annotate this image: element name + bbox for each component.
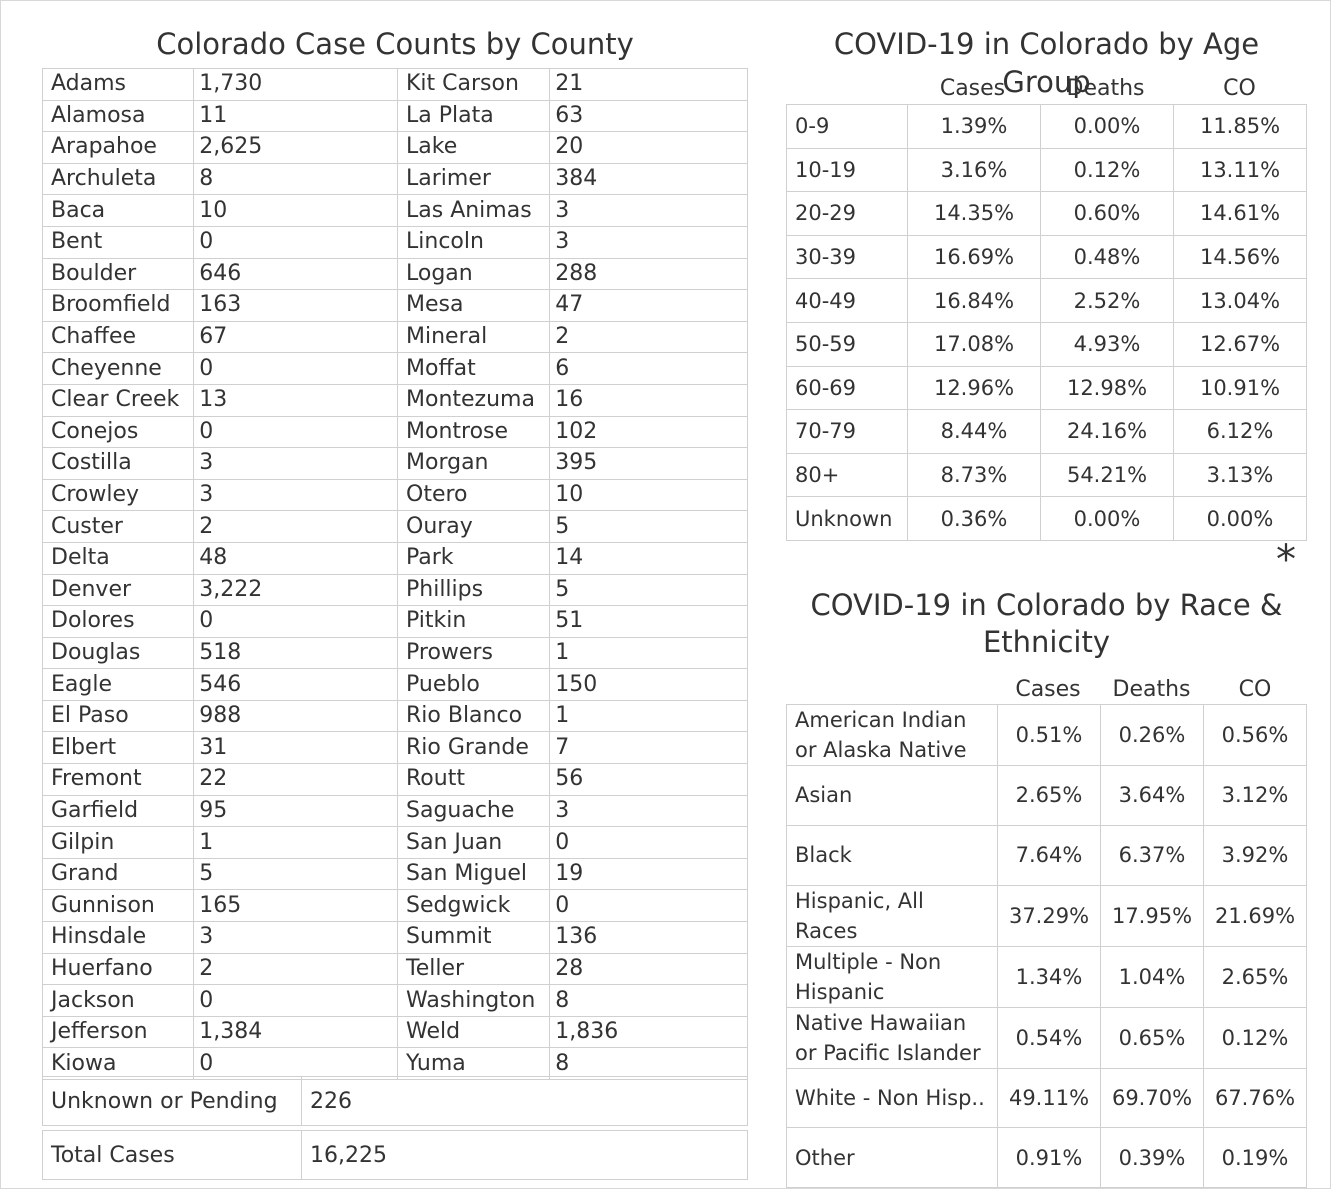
age-row: [787, 497, 1307, 541]
county-row: [43, 226, 748, 258]
county-count: 8: [194, 163, 398, 195]
age-cases-cell: 14.35%: [908, 192, 1041, 236]
county-count: 3: [550, 795, 748, 827]
race-label-line1: Black: [795, 843, 852, 868]
county-count: 0: [550, 827, 748, 859]
county-row: [43, 479, 748, 511]
age-deaths-cell: 0.60%: [1041, 192, 1174, 236]
county-count: 546: [194, 669, 398, 701]
county-name: Washington: [398, 985, 550, 1017]
race-header-co: CO: [1238, 677, 1272, 702]
age-cases-cell: 0.36%: [908, 497, 1041, 541]
race-cases-cell: 2.65%: [998, 766, 1101, 826]
race-co-cell: 21.69%: [1204, 885, 1307, 946]
county-name: Kit Carson: [398, 69, 550, 101]
county-row: [43, 606, 748, 638]
county-count: 56: [550, 764, 748, 796]
race-cases-cell: 0.51%: [998, 705, 1101, 766]
age-group-label: 70-79: [787, 410, 908, 454]
county-count: 8: [550, 1048, 748, 1080]
race-row: [787, 1128, 1307, 1188]
county-row: [43, 858, 748, 890]
county-name: Yuma: [398, 1048, 550, 1080]
county-count: 0: [194, 226, 398, 258]
county-name: Weld: [398, 1016, 550, 1048]
age-cases-cell: 8.44%: [908, 410, 1041, 454]
county-name: Logan: [398, 258, 550, 290]
race-label-line1: American Indian: [795, 708, 967, 732]
county-name: Gilpin: [43, 827, 194, 859]
county-count: 5: [550, 511, 748, 543]
county-count: 5: [194, 858, 398, 890]
county-count: 0: [194, 416, 398, 448]
county-name: Delta: [43, 542, 194, 574]
age-header-cases: Cases: [939, 76, 1006, 101]
race-row: [787, 705, 1307, 766]
county-row: [43, 353, 748, 385]
county-row: [43, 384, 748, 416]
county-row: [43, 700, 748, 732]
county-count: 518: [194, 637, 398, 669]
county-row: [43, 69, 748, 101]
age-cases-cell: 8.73%: [908, 453, 1041, 497]
county-name: Arapahoe: [43, 132, 194, 164]
county-row: [43, 922, 748, 954]
county-name: La Plata: [398, 100, 550, 132]
county-count: 20: [550, 132, 748, 164]
county-count: 2: [194, 953, 398, 985]
unknown-value: 226: [302, 1077, 748, 1126]
total-summary: [42, 1130, 748, 1180]
race-deaths-cell: 69.70%: [1101, 1068, 1204, 1128]
race-table: [786, 704, 1307, 1188]
county-row: [43, 764, 748, 796]
county-table: [42, 68, 748, 1080]
county-count: 163: [194, 290, 398, 322]
county-row: [43, 511, 748, 543]
county-count: 22: [194, 764, 398, 796]
county-count: 288: [550, 258, 748, 290]
county-count: 11: [194, 100, 398, 132]
race-label-line1: Multiple - Non: [795, 949, 942, 974]
county-name: Prowers: [398, 637, 550, 669]
age-row: [787, 453, 1307, 497]
county-name: San Juan: [398, 827, 550, 859]
age-deaths-cell: 0.12%: [1041, 148, 1174, 192]
county-name: Routt: [398, 764, 550, 796]
county-count: 3: [550, 226, 748, 258]
age-cases-cell: 16.84%: [908, 279, 1041, 323]
county-row: [43, 732, 748, 764]
race-deaths-cell: 0.26%: [1101, 705, 1204, 766]
age-table: [786, 104, 1307, 541]
county-name: Adams: [43, 69, 194, 101]
age-co-cell: 14.56%: [1174, 235, 1307, 279]
county-name: Fremont: [43, 764, 194, 796]
county-name: Elbert: [43, 732, 194, 764]
county-name: Clear Creek: [43, 384, 194, 416]
county-count: 28: [550, 953, 748, 985]
county-name: Teller: [398, 953, 550, 985]
county-name: Pitkin: [398, 606, 550, 638]
county-row: [43, 290, 748, 322]
race-deaths-cell: 3.64%: [1101, 766, 1204, 826]
county-name: Ouray: [398, 511, 550, 543]
age-group-label: 80+: [787, 453, 908, 497]
race-label: [787, 946, 998, 1007]
county-count: 0: [550, 890, 748, 922]
county-name: Custer: [43, 511, 194, 543]
county-row: [43, 953, 748, 985]
race-label-line2: Races: [795, 918, 858, 943]
county-count: 2: [194, 511, 398, 543]
race-deaths-cell: 17.95%: [1101, 885, 1204, 946]
county-count: 63: [550, 100, 748, 132]
age-group-label: 20-29: [787, 192, 908, 236]
age-row: [787, 279, 1307, 323]
race-label: [787, 705, 998, 766]
total-label: Total Cases: [43, 1131, 302, 1180]
race-cases-cell: 37.29%: [998, 885, 1101, 946]
race-label: [787, 825, 998, 885]
county-name: Montezuma: [398, 384, 550, 416]
race-co-cell: 3.12%: [1204, 766, 1307, 826]
county-count: 0: [194, 353, 398, 385]
county-name: Phillips: [398, 574, 550, 606]
race-table-title-line1: COVID-19 in Colorado by Race &: [810, 588, 1283, 622]
race-label-line1: White - Non Hisp..: [795, 1085, 985, 1110]
county-row: [43, 163, 748, 195]
race-co-cell: 2.65%: [1204, 946, 1307, 1007]
age-co-cell: 14.61%: [1174, 192, 1307, 236]
county-count: 3: [194, 479, 398, 511]
county-count: 5: [550, 574, 748, 606]
race-row: [787, 766, 1307, 826]
race-row: [787, 946, 1307, 1007]
race-label: [787, 766, 998, 826]
race-label: [787, 1068, 998, 1128]
race-cases-cell: 49.11%: [998, 1068, 1101, 1128]
age-deaths-cell: 4.93%: [1041, 322, 1174, 366]
age-group-label: 60-69: [787, 366, 908, 410]
race-row: [787, 885, 1307, 946]
age-co-cell: 12.67%: [1174, 322, 1307, 366]
county-name: Baca: [43, 195, 194, 227]
county-count: 3: [194, 448, 398, 480]
county-name: Huerfano: [43, 953, 194, 985]
race-label-line2: Hispanic: [795, 979, 885, 1004]
race-deaths-cell: 1.04%: [1101, 946, 1204, 1007]
race-label-line1: Hispanic, All: [795, 888, 924, 913]
race-deaths-cell: 0.65%: [1101, 1007, 1204, 1068]
county-count: 95: [194, 795, 398, 827]
age-co-cell: 3.13%: [1174, 453, 1307, 497]
race-deaths-cell: 0.39%: [1101, 1128, 1204, 1188]
race-label-line1: Other: [795, 1145, 855, 1170]
county-name: Boulder: [43, 258, 194, 290]
county-count: 19: [550, 858, 748, 890]
county-count: 67: [194, 321, 398, 353]
county-count: 31: [194, 732, 398, 764]
county-row: [43, 416, 748, 448]
age-deaths-cell: 2.52%: [1041, 279, 1174, 323]
county-name: Lincoln: [398, 226, 550, 258]
county-row: [43, 795, 748, 827]
county-row: [43, 132, 748, 164]
race-deaths-cell: 6.37%: [1101, 825, 1204, 885]
age-header-deaths: Deaths: [1066, 76, 1145, 101]
footnote-asterisk: *: [1276, 537, 1296, 583]
race-label-line1: Native Hawaiian: [795, 1010, 967, 1035]
county-name: Alamosa: [43, 100, 194, 132]
age-co-cell: 13.04%: [1174, 279, 1307, 323]
county-name: Costilla: [43, 448, 194, 480]
county-table-title: Colorado Case Counts by County: [156, 27, 634, 61]
county-name: Mineral: [398, 321, 550, 353]
county-name: Saguache: [398, 795, 550, 827]
county-name: Otero: [398, 479, 550, 511]
county-count: 10: [550, 479, 748, 511]
county-name: San Miguel: [398, 858, 550, 890]
county-row: [43, 574, 748, 606]
age-group-label: Unknown: [787, 497, 908, 541]
county-count: 1: [194, 827, 398, 859]
county-name: Sedgwick: [398, 890, 550, 922]
county-count: 165: [194, 890, 398, 922]
race-cases-cell: 0.54%: [998, 1007, 1101, 1068]
county-name: Grand: [43, 858, 194, 890]
county-row: [43, 1048, 748, 1080]
county-name: Mesa: [398, 290, 550, 322]
county-name: Crowley: [43, 479, 194, 511]
age-table-title: COVID-19 in Colorado by Age Group: [833, 27, 1260, 99]
county-name: Dolores: [43, 606, 194, 638]
county-count: 150: [550, 669, 748, 701]
age-cases-cell: 17.08%: [908, 322, 1041, 366]
race-table-title-line2: Ethnicity: [982, 625, 1111, 659]
race-co-cell: 3.92%: [1204, 825, 1307, 885]
county-count: 102: [550, 416, 748, 448]
unknown-label: Unknown or Pending: [43, 1077, 302, 1126]
county-row: [43, 890, 748, 922]
age-header-co: CO: [1223, 76, 1256, 101]
race-label: [787, 1128, 998, 1188]
county-name: Larimer: [398, 163, 550, 195]
county-count: 136: [550, 922, 748, 954]
county-count: 8: [550, 985, 748, 1017]
county-count: 1,384: [194, 1016, 398, 1048]
county-count: 14: [550, 542, 748, 574]
race-cases-cell: 0.91%: [998, 1128, 1101, 1188]
county-row: [43, 258, 748, 290]
race-header-cases: Cases: [1015, 677, 1081, 702]
county-name: Gunnison: [43, 890, 194, 922]
age-deaths-cell: 24.16%: [1041, 410, 1174, 454]
county-count: 6: [550, 353, 748, 385]
county-count: 7: [550, 732, 748, 764]
race-cases-cell: 7.64%: [998, 825, 1101, 885]
race-row: [787, 1007, 1307, 1068]
age-deaths-cell: 0.00%: [1041, 497, 1174, 541]
age-row: [787, 410, 1307, 454]
race-co-cell: 0.19%: [1204, 1128, 1307, 1188]
county-name: Summit: [398, 922, 550, 954]
race-label-line2: or Alaska Native: [795, 738, 967, 762]
age-group-label: 0-9: [787, 105, 908, 149]
county-count: 1: [550, 637, 748, 669]
county-name: Garfield: [43, 795, 194, 827]
county-name: Denver: [43, 574, 194, 606]
county-row: [43, 985, 748, 1017]
county-name: Pueblo: [398, 669, 550, 701]
county-count: 1,730: [194, 69, 398, 101]
county-count: 646: [194, 258, 398, 290]
age-cases-cell: 3.16%: [908, 148, 1041, 192]
county-row: [43, 827, 748, 859]
county-name: Kiowa: [43, 1048, 194, 1080]
county-name: Rio Grande: [398, 732, 550, 764]
race-row: [787, 1068, 1307, 1128]
age-co-cell: 6.12%: [1174, 410, 1307, 454]
county-count: 3,222: [194, 574, 398, 606]
county-name: Jefferson: [43, 1016, 194, 1048]
county-name: Morgan: [398, 448, 550, 480]
age-row: [787, 366, 1307, 410]
county-name: Lake: [398, 132, 550, 164]
county-row: [43, 448, 748, 480]
county-name: El Paso: [43, 700, 194, 732]
race-label-line1: Asian: [795, 783, 853, 808]
county-count: 3: [550, 195, 748, 227]
race-label: [787, 1007, 998, 1068]
county-count: 48: [194, 542, 398, 574]
age-row: [787, 235, 1307, 279]
county-count: 2: [550, 321, 748, 353]
age-deaths-cell: 0.00%: [1041, 105, 1174, 149]
race-co-cell: 0.56%: [1204, 705, 1307, 766]
county-row: [43, 321, 748, 353]
county-count: 0: [194, 1048, 398, 1080]
age-group-label: 40-49: [787, 279, 908, 323]
county-name: Broomfield: [43, 290, 194, 322]
county-count: 47: [550, 290, 748, 322]
unknown-summary: [42, 1076, 748, 1126]
race-cases-cell: 1.34%: [998, 946, 1101, 1007]
county-row: [43, 195, 748, 227]
age-cases-cell: 1.39%: [908, 105, 1041, 149]
age-deaths-cell: 54.21%: [1041, 453, 1174, 497]
race-header-deaths: Deaths: [1112, 677, 1191, 702]
county-name: Jackson: [43, 985, 194, 1017]
age-co-cell: 10.91%: [1174, 366, 1307, 410]
county-name: Rio Blanco: [398, 700, 550, 732]
county-name: Archuleta: [43, 163, 194, 195]
county-name: Cheyenne: [43, 353, 194, 385]
county-count: 0: [194, 606, 398, 638]
age-co-cell: 13.11%: [1174, 148, 1307, 192]
county-count: 3: [194, 922, 398, 954]
county-count: 13: [194, 384, 398, 416]
age-group-label: 30-39: [787, 235, 908, 279]
race-co-cell: 67.76%: [1204, 1068, 1307, 1128]
total-value: 16,225: [302, 1131, 748, 1180]
county-name: Douglas: [43, 637, 194, 669]
age-row: [787, 148, 1307, 192]
county-row: [43, 1016, 748, 1048]
county-count: 16: [550, 384, 748, 416]
age-deaths-cell: 12.98%: [1041, 366, 1174, 410]
age-group-label: 50-59: [787, 322, 908, 366]
county-count: 1: [550, 700, 748, 732]
county-count: 0: [194, 985, 398, 1017]
age-row: [787, 192, 1307, 236]
age-group-label: 10-19: [787, 148, 908, 192]
county-row: [43, 637, 748, 669]
county-row: [43, 542, 748, 574]
race-co-cell: 0.12%: [1204, 1007, 1307, 1068]
race-row: [787, 825, 1307, 885]
age-row: [787, 105, 1307, 149]
county-name: Bent: [43, 226, 194, 258]
county-name: Eagle: [43, 669, 194, 701]
age-cases-cell: 16.69%: [908, 235, 1041, 279]
race-label: [787, 885, 998, 946]
county-count: 51: [550, 606, 748, 638]
county-count: 395: [550, 448, 748, 480]
county-count: 21: [550, 69, 748, 101]
county-row: [43, 669, 748, 701]
county-name: Conejos: [43, 416, 194, 448]
county-count: 1,836: [550, 1016, 748, 1048]
age-row: [787, 322, 1307, 366]
race-label-line2: or Pacific Islander: [795, 1040, 981, 1065]
county-row: [43, 100, 748, 132]
age-cases-cell: 12.96%: [908, 366, 1041, 410]
age-deaths-cell: 0.48%: [1041, 235, 1174, 279]
county-name: Chaffee: [43, 321, 194, 353]
age-co-cell: 11.85%: [1174, 105, 1307, 149]
county-name: Las Animas: [398, 195, 550, 227]
county-count: 10: [194, 195, 398, 227]
county-count: 384: [550, 163, 748, 195]
county-name: Montrose: [398, 416, 550, 448]
age-co-cell: 0.00%: [1174, 497, 1307, 541]
county-count: 2,625: [194, 132, 398, 164]
county-name: Moffat: [398, 353, 550, 385]
county-count: 988: [194, 700, 398, 732]
county-name: Hinsdale: [43, 922, 194, 954]
county-name: Park: [398, 542, 550, 574]
